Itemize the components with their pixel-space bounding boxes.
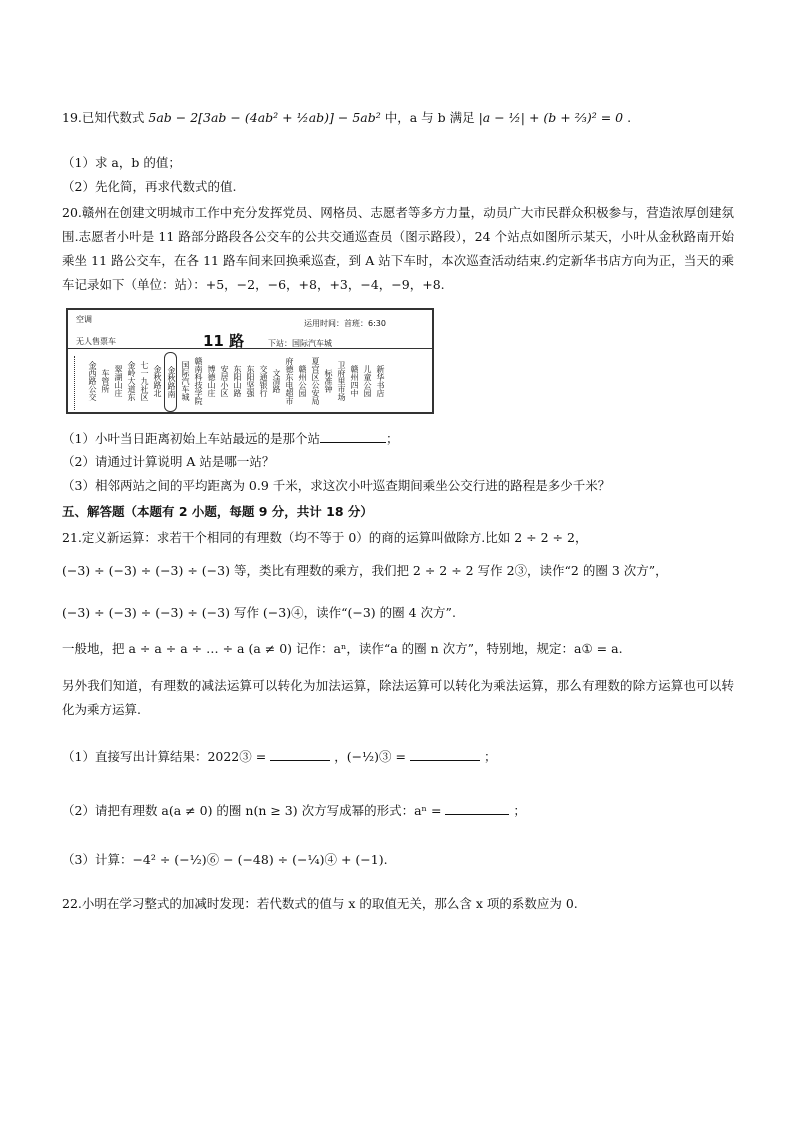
bus-station: 翠湖山庄 xyxy=(114,365,123,397)
q21-line1: 21.定义新运算：求若干个相同的有理数（均不等于 0）的商的运算叫做除方.比如 2 ÷ 2 ÷ 2， xyxy=(62,530,588,545)
bus-station: 车管所 xyxy=(101,369,110,393)
q19-sub1: （1）求 a，b 的值； xyxy=(62,155,181,170)
bus-station: 夏宫区公安局 xyxy=(311,357,320,405)
q21-sub1-part2: ，(−½)③ = xyxy=(334,749,406,764)
q21-sub2-end: ； xyxy=(513,803,526,818)
bus-divider xyxy=(68,348,432,349)
q21-sub2 xyxy=(62,802,526,819)
bus-next-stop: 下站：国际汽车城 xyxy=(268,339,332,348)
q20-text: 20.赣州在创建文明城市工作中充分发挥党员、网格员、志愿者等多方力量，动员广大市民群众积极参与，营造浓厚创建氛围.志愿者小叶是 11 路部分路段各公交车的公共交通巡查员（图示路段），24 个站点如图所示某天，小叶从金秋路南开始乘坐 11 路公交车，在各 11 路车间来回换乘巡查，到 A 站下车时，本次巡查活动结束.约定新华书店方向为正，当天的乘车记录如下（单位：站）：+5，−2，−6，+8，+3，−4，−9，+8. xyxy=(62,205,734,292)
bus-route-number: 11 路 xyxy=(203,332,245,350)
bus-station: 交通银行 xyxy=(259,365,268,397)
q20-sub1-blank[interactable] xyxy=(320,430,386,443)
bus-station: 东阳山路 xyxy=(233,365,242,397)
q21-sub1-part1: （1）直接写出计算结果：2022③ = xyxy=(62,749,267,764)
q21-sub2-text: （2）请把有理数 a(a ≠ 0) 的圈 n(n ≥ 3) 次方写成幂的形式：aⁿ = xyxy=(62,803,442,818)
q19-expression: 5ab − 2[3ab − (4ab² + ½ab)] − 5ab² xyxy=(148,110,381,125)
q21-sub1-blank1[interactable] xyxy=(270,748,330,761)
bus-station: 金岭大道东 xyxy=(127,361,136,401)
q20-sub1-text: （1）小叶当日距离初始上车站最远的是那个站 xyxy=(62,431,320,446)
q21-sub2-blank[interactable] xyxy=(445,802,509,815)
bus-station: 新华书店 xyxy=(376,365,385,397)
q20-sub1 xyxy=(62,430,398,447)
q21-sub1 xyxy=(62,748,496,765)
bus-station: 府德东电超市 xyxy=(285,357,294,405)
bus-stations xyxy=(86,352,385,412)
bus-station: 文清路 xyxy=(272,369,281,393)
q21-line5: 另外我们知道，有理数的减法运算可以转化为加法运算，除法运算可以转化为乘法运算，那么有理数的除方运算也可以转化为乘方运算. xyxy=(62,678,734,717)
q21-line2: (−3) ÷ (−3) ÷ (−3) ÷ (−3) 等，类比有理数的乘方，我们把 2 ÷ 2 ÷ 2 写作 2③，读作“2 的圈 3 次方”， xyxy=(62,563,668,578)
bus-dotted-line xyxy=(74,356,81,410)
bus-station: 赣州四中 xyxy=(350,365,359,397)
q20-sub3: （3）相邻两站之间的平均距离为 0.9 千米，求这次小叶巡查期间乘坐公交行进的路程是多少千米？ xyxy=(62,478,611,493)
bus-station: 金秋路北 xyxy=(153,365,162,397)
q19-line xyxy=(62,110,631,126)
q20-sub1-end: ； xyxy=(385,431,399,446)
q21-line4: 一般地，把 a ÷ a ÷ a ÷ … ÷ a (a ≠ 0) 记作：aⁿ，读作“a 的圈 n 次方”，特别地，规定：a① = a. xyxy=(62,641,623,656)
bus-station: 标准钟 xyxy=(324,369,333,393)
q19-mid-text: 中，a 与 b 满足 xyxy=(384,110,475,125)
q21-sub3: （3）计算：−4² ÷ (−½)⑥ − (−48) ÷ (−¼)④ + (−1). xyxy=(62,852,388,867)
q19-prefix: 19.已知代数式 xyxy=(62,110,145,125)
q21-line3: (−3) ÷ (−3) ÷ (−3) ÷ (−3) 写作 (−3)④，读作“(−3) 的圈 4 次方”. xyxy=(62,605,456,620)
q19-end: . xyxy=(627,110,632,125)
bus-station: 赣州公园 xyxy=(298,365,307,397)
bus-station: 国际汽车城 xyxy=(181,361,190,401)
q19-condition: |a − ½| + (b + ⅔)² = 0 xyxy=(478,110,624,125)
bus-route-panel xyxy=(66,308,434,414)
bus-ac-label: 空调 xyxy=(76,315,92,324)
bus-station: 七一九社区 xyxy=(140,361,149,401)
bus-run-time: 运用时间：首班：6:30 xyxy=(304,319,386,328)
bus-station: 赣南科技学院 xyxy=(194,357,203,405)
bus-station: 金秋路南 xyxy=(164,352,177,412)
q20-sub2: （2）请通过计算说明 A 站是哪一站？ xyxy=(62,454,275,469)
q22-text: 22.小明在学习整式的加减时发现：若代数式的值与 x 的取值无关，那么含 x 项的系数应为 0. xyxy=(62,896,578,911)
q21-sub1-blank2[interactable] xyxy=(410,748,480,761)
bus-station: 东阳坚强 xyxy=(246,365,255,397)
bus-unmanned-label: 无人售票车 xyxy=(76,337,116,346)
bus-station: 儿童公园 xyxy=(363,365,372,397)
bus-station: 卫府里市场 xyxy=(337,361,346,401)
q21-sub1-end: ； xyxy=(483,749,497,764)
bus-station: 金西路公交 xyxy=(88,361,97,401)
bus-station: 安居小区 xyxy=(220,365,229,397)
bus-station: 博德山庄 xyxy=(207,365,216,397)
q19-sub2: （2）先化简，再求代数式的值. xyxy=(62,179,237,194)
section5-heading: 五、解答题（本题有 2 小题，每题 9 分，共计 18 分） xyxy=(62,504,373,519)
